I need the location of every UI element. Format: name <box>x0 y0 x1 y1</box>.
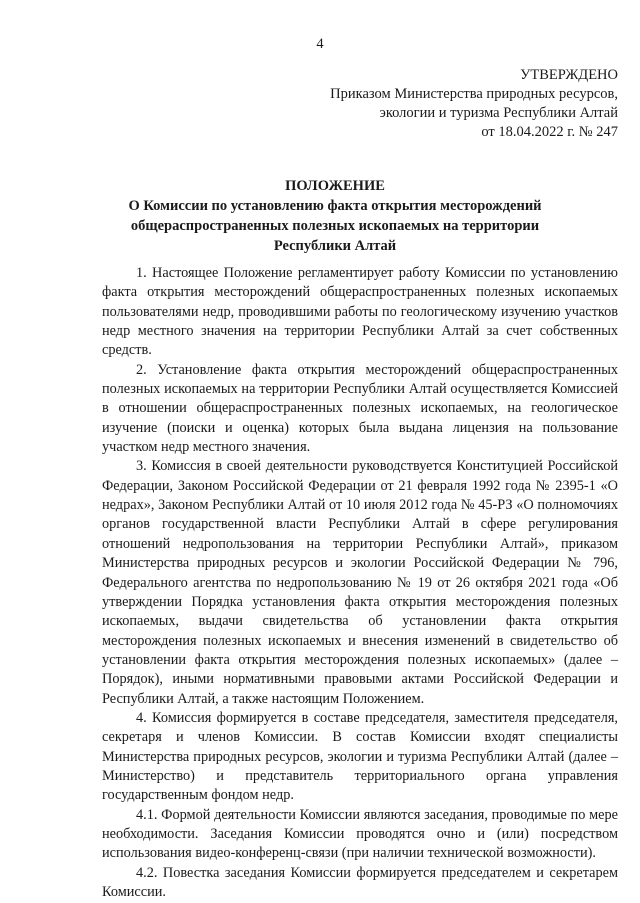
page-number: 4 <box>316 36 324 52</box>
title-line-2: общераспространенных полезных ископаемых на территории <box>130 218 540 234</box>
paragraph-4-1: 4.1. Формой деятельности Комиссии являются заседания, проводимые по мере необходимости. Заседания Комиссии проводятся очно и (или) посредством использования видео-конференц-связи (при наличии технической возможности). <box>102 806 618 862</box>
approval-date-line: от 18.04.2022 г. № 247 <box>481 124 618 140</box>
paragraph-1: 1. Настоящее Положение регламентирует работу Комиссии по установлению факта открытия месторождений общераспространенных полезных ископаемых пользователями недр, проводившими работы по геологическому изучению участков недр местного значения на территории Республики Алтай за счет собственных средств. <box>102 265 618 359</box>
title-line-1: О Комиссии по установлению факта открытия месторождений <box>128 198 542 214</box>
document-body <box>102 264 618 902</box>
paragraph-2: 2. Установление факта открытия месторождений общераспространенных полезных ископаемых на территории Республики Алтай осуществляется Комиссией в отношении общераспространенных полезных ископаемых, на геологическое изучение (поиски и оценка) которых была выдана лицензия на пользование участком недр местного значения. <box>102 361 618 456</box>
document-title <box>70 176 600 256</box>
paragraph-3: 3. Комиссия в своей деятельности руководствуется Конституцией Российской Федерации, Законом Российской Федерации от 21 февраля 1992 года № 2395-1 «О недрах», Законом Республики Алтай от 10 июля 2012 года № 45-РЗ «О полномочиях органов государственной власти Республики Алтай в сфере регулирования отношений недропользования на территории Республики Алтай», приказом Министерства природных ресурсов и экологии Российской Федерации № 796, Федерального агентства по недропользованию № 19 от 26 октября 2021 года «Об утверждении Порядка установления факта открытия месторождения полезных ископаемых, выдачи свидетельства об установлении факта открытия месторождения полезных ископаемых и внесения изменений в свидетельство об установлении факта открытия месторождения полезных ископаемых» (далее – Порядок), иными нормативными правовыми актами Российской Федерации и Республики Алтай, а также настоящим Положением. <box>102 458 618 707</box>
title-line-3: Республики Алтай <box>273 238 397 254</box>
approval-heading: УТВЕРЖДЕНО <box>520 67 618 83</box>
approval-block <box>258 66 618 142</box>
paragraph-4: 4. Комиссия формируется в составе председателя, заместителя председателя, секретаря и членов Комиссии. В состав Комиссии входят специалисты Министерства природных ресурсов, экологии и туризма Республики Алтай (далее – Министерство) и представитель территориального органа управления государственным фондом недр. <box>102 709 618 804</box>
approval-order-line: Приказом Министерства природных ресурсов, <box>330 86 618 102</box>
approval-ministry-line: экологии и туризма Республики Алтай <box>379 105 618 121</box>
paragraph-4-2: 4.2. Повестка заседания Комиссии формируется председателем и секретарем Комиссии. <box>102 864 618 900</box>
title-heading: ПОЛОЖЕНИЕ <box>285 178 385 194</box>
